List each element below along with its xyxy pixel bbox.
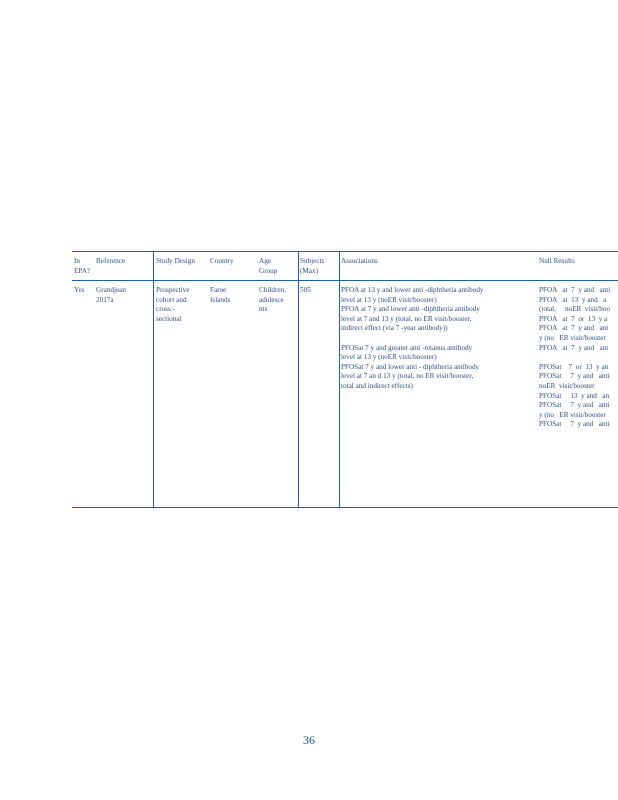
- table-body: [72, 251, 618, 508]
- cell-country: Faroe Islands: [210, 286, 231, 304]
- cell-subjects: 505: [300, 286, 311, 294]
- header-age-group: Age Group: [259, 257, 278, 275]
- cell-in-epa: Yes: [74, 286, 85, 294]
- cell-null-results: PFOA at 7 y and anti PFOA at 13 y and a (total, noER visit/boo PFOA at 7 or 13 y a PFOA at 7 y and ant y (no ER visit/booster PFOA at 7 y and ant PFOSat 7 or 13 y an PFOSat 7 y and anti noER visit/booster PFOSat 13 y and an PFOSat 7 y and anti y (no ER visit/booster PFOSat 7 y and anti: [539, 286, 611, 429]
- studies-table: [72, 251, 618, 508]
- column-divider: [339, 252, 340, 507]
- header-reference: Reference: [96, 257, 126, 265]
- cell-reference: Grandjean 2017a: [96, 286, 126, 304]
- page-number: 36: [303, 733, 315, 747]
- header-in-epa: In EPA?: [74, 257, 91, 275]
- cell-study-design: Prospective cohort and cross - sectional: [156, 286, 190, 323]
- cell-age-group: Children, adolesce nts: [259, 286, 286, 314]
- header-associations: Associations: [341, 257, 378, 265]
- header-subjects: Subjects (Max): [300, 257, 325, 275]
- header-country: Country: [210, 257, 234, 265]
- column-divider: [298, 252, 299, 507]
- header-null-results: Null Results: [539, 257, 575, 265]
- cell-associations: PFOA at 13 y and lower anti -diphtheria antibody level at 13 y (noER visit/booster) PFOA at 7 y and lower anti -diphtheria antibody level at 7 and 13 y (total, no ER visit/booster, indirect effect (via 7 -year antibody)) PFOSat 7 y and greater anti -tetanus antibody level at 13 y (noER visit/booster) PFOSat 7 y and lower anti - diphtheria antibody level at 7 an d 13 y (total, no ER visit/booster, total and indirect effects): [341, 286, 484, 390]
- column-divider: [153, 252, 154, 507]
- header-study-design: Study Design: [156, 257, 195, 265]
